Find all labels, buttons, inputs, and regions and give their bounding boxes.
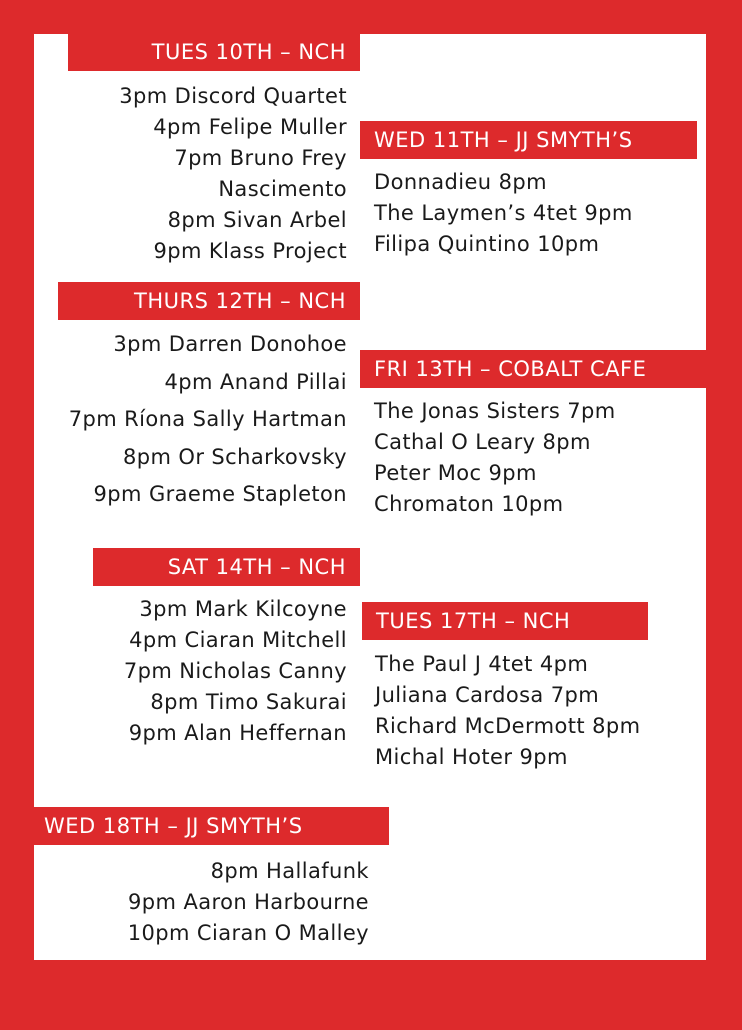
day-list-sat-14th (40, 594, 347, 749)
list-item: 4pm Felipe Muller (153, 115, 347, 139)
list-item: 9pm Alan Heffernan (128, 721, 347, 745)
day-list-tues-17th (375, 649, 695, 773)
list-item: The Jonas Sisters 7pm (374, 399, 616, 423)
list-item: Juliana Cardosa 7pm (375, 683, 600, 707)
list-item: 8pm Timo Sakurai (150, 690, 347, 714)
list-item: 8pm Sivan Arbel (167, 208, 347, 232)
day-header-fri-13th: FRI 13TH – COBALT CAFE (360, 350, 706, 388)
day-header-wed-18th: WED 18TH – JJ SMYTH’S (30, 807, 389, 845)
list-item: 7pm Ríona Sally Hartman (68, 407, 347, 431)
list-item: 9pm Graeme Stapleton (93, 482, 347, 506)
list-item: 3pm Mark Kilcoyne (139, 597, 347, 621)
day-header-tues-10th: TUES 10TH – NCH (68, 33, 360, 71)
list-item: The Laymen’s 4tet 9pm (374, 201, 633, 225)
list-item: The Paul J 4tet 4pm (375, 652, 589, 676)
list-item: 3pm Darren Donohoe (113, 332, 347, 356)
list-item: 4pm Ciaran Mitchell (129, 628, 347, 652)
list-item: 9pm Aaron Harbourne (128, 890, 369, 914)
list-item: Donnadieu 8pm (374, 170, 547, 194)
list-item: Richard McDermott 8pm (375, 714, 641, 738)
day-list-wed-11th (374, 167, 694, 260)
day-list-fri-13th (374, 396, 694, 520)
list-item: Michal Hoter 9pm (375, 745, 568, 769)
list-item: 7pm Bruno Frey (174, 146, 347, 170)
list-item: 4pm Anand Pillai (164, 369, 347, 394)
day-list-thurs-12th (20, 326, 347, 514)
list-item: Chromaton 10pm (374, 492, 564, 516)
list-item: 8pm Or Scharkovsky (122, 444, 347, 469)
day-header-thurs-12th: THURS 12TH – NCH (58, 282, 360, 320)
list-item: 7pm Nicholas Canny (123, 659, 347, 683)
list-item: 10pm Ciaran O Malley (127, 921, 369, 945)
list-item: 9pm Klass Project (153, 239, 347, 263)
list-item: 3pm Discord Quartet (119, 84, 347, 108)
day-header-sat-14th: SAT 14TH – NCH (93, 548, 360, 586)
day-list-tues-10th (30, 81, 347, 267)
day-list-wed-18th (60, 856, 369, 949)
list-item: Nascimento (218, 177, 347, 201)
list-item: 8pm Hallafunk (210, 859, 369, 883)
list-item: Filipa Quintino 10pm (374, 232, 600, 256)
day-header-tues-17th: TUES 17TH – NCH (362, 602, 648, 640)
day-header-wed-11th: WED 11TH – JJ SMYTH’S (360, 121, 697, 159)
list-item: Cathal O Leary 8pm (374, 430, 591, 454)
list-item: Peter Moc 9pm (374, 461, 537, 485)
